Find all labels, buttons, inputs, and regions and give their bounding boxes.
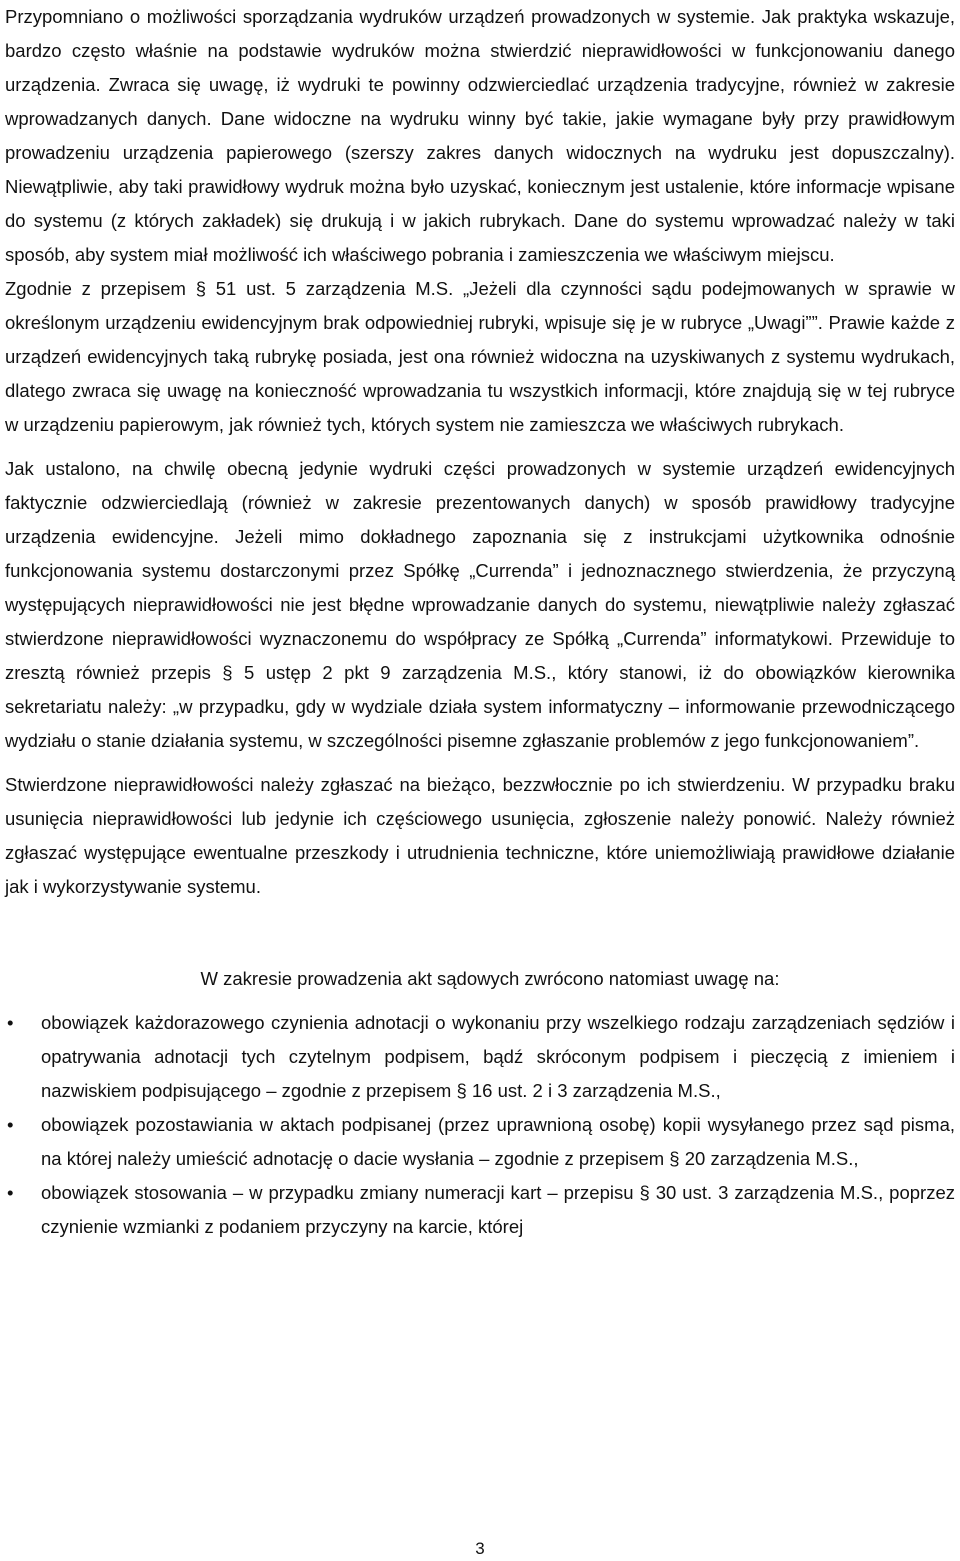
bullet-list (5, 1006, 955, 1244)
bullet-icon: • (7, 1012, 14, 1033)
section-spacer (5, 904, 955, 962)
list-item (5, 1006, 955, 1108)
paragraph-reporting: Stwierdzone nieprawidłowości należy zgłaszać na bieżąco, bezzwłocznie po ich stwierdzeniu. W przypadku braku usunięcia nieprawidłowości lub jedynie ich częściowego usunięcia, zgłoszenie należy ponowić. Należy również zgłaszać występujące ewentualne przeszkody i utrudnienia techniczne, które uniemożliwiają prawidłowe działanie jak i wykorzystywanie systemu. (5, 774, 955, 897)
document-page (5, 0, 955, 1244)
paragraph-spacer (5, 758, 955, 768)
list-item-text: obowiązek stosowania – w przypadku zmiany numeracji kart – przepisu § 30 ust. 3 zarządzenia M.S., poprzez czynienie wzmianki z podaniem przyczyny na karcie, której (41, 1182, 955, 1237)
paragraph-remarks-column: Zgodnie z przepisem § 51 ust. 5 zarządzenia M.S. „Jeżeli dla czynności sądu podejmowanych w sprawie w określonym urządzeniu ewidencyjnym brak odpowiedniej rubryki, wpisuje się je w rubryce „Uwagi””. Prawie każde z urządzeń ewidencyjnych taką rubrykę posiada, jest ona również widoczna na uzyskiwanych z systemu wydrukach, dlatego zwraca się uwagę na konieczność wprowadzania tu wszystkich informacji, które znajdują się w tej rubryce w urządzeniu papierowym, jak również tych, których system nie zamieszcza we właściwych rubrykach. (5, 278, 955, 435)
bullet-icon: • (7, 1114, 14, 1135)
list-item-text: obowiązek każdorazowego czynienia adnotacji o wykonaniu przy wszelkiego rodzaju zarządzeniach sędziów i opatrywania adnotacji tych czytelnym podpisem, bądź skróconym podpisem i pieczęcią z imieniem i nazwiskiem podpisującego – zgodnie z przepisem § 16 ust. 2 i 3 zarządzenia M.S., (41, 1012, 955, 1101)
bullet-icon: • (7, 1182, 14, 1203)
paragraph-spacer (5, 442, 955, 452)
list-item-text: obowiązek pozostawiania w aktach podpisanej (przez uprawnioną osobę) kopii wysyłanego przez sąd pisma, na której należy umieścić adnotację o dacie wysłania – zgodnie z przepisem § 20 zarządzenia M.S., (41, 1114, 955, 1169)
list-item (5, 1108, 955, 1176)
paragraph-printouts: Przypomniano o możliwości sporządzania wydruków urządzeń prowadzonych w systemie. Jak praktyka wskazuje, bardzo często właśnie na podstawie wydruków można stwierdzić nieprawidłowości w funkcjonowaniu danego urządzenia. Zwraca się uwagę, iż wydruki te powinny odzwierciedlać urządzenia tradycyjne, również w zakresie wprowadzanych danych. Dane widoczne na wydruku winny być takie, jakie wymagane były przy prawidłowym prowadzeniu urządzenia papierowego (szerszy zakres danych widocznych na wydruku jest dopuszczalny). Niewątpliwie, aby taki prawidłowy wydruk można było uzyskać, koniecznym jest ustalenie, które informacje wpisane do systemu (z których zakładek) się drukują i w jakich rubrykach. Dane do systemu wprowadzać należy w taki sposób, aby system miał możliwość ich właściwego pobrania i zamieszczenia we właściwym miejscu. (5, 6, 955, 265)
section-subheading: W zakresie prowadzenia akt sądowych zwrócono natomiast uwagę na: (200, 968, 780, 989)
page-number: 3 (475, 1539, 485, 1558)
list-item (5, 1176, 955, 1244)
paragraph-system-issues: Jak ustalono, na chwilę obecną jedynie wydruki części prowadzonych w systemie urządzeń ewidencyjnych faktycznie odzwierciedlają (również w zakresie prezentowanych danych) w sposób prawidłowy tradycyjne urządzenia ewidencyjne. Jeżeli mimo dokładnego zapoznania się z instrukcjami użytkownika odnośnie funkcjonowania systemu dostarczonymi przez Spółkę „Currenda” i jednoznacznego stwierdzenia, że przyczyną występujących nieprawidłowości nie jest błędne wprowadzanie danych do systemu, niewątpliwie należy zgłaszać stwierdzone nieprawidłowości wyznaczonemu do współpracy ze Spółką „Currenda” informatykowi. Przewiduje to zresztą również przepis § 5 ustęp 2 pkt 9 zarządzenia M.S., który stanowi, iż do obowiązków kierownika sekretariatu należy: „w przypadku, gdy w wydziale działa system informatyczny – informowanie przewodniczącego wydziału o stanie działania systemu, w szczególności pisemne zgłaszanie problemów z jego funkcjonowaniem”. (5, 458, 955, 751)
